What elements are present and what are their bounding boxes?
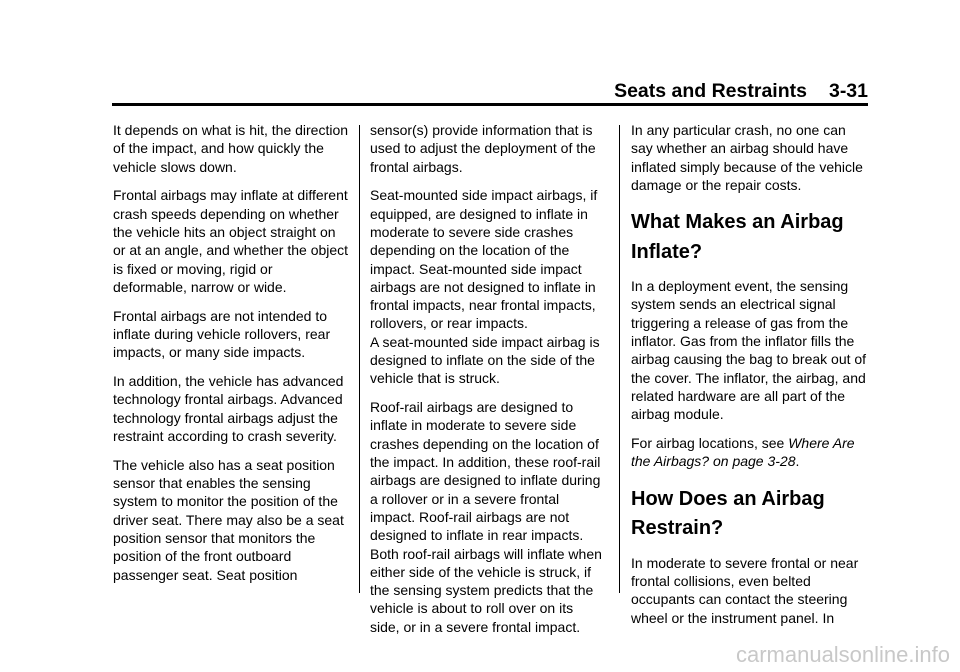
paragraph: Frontal airbags may inflate at different crash speeds depending on whether the vehicle hits an object straight on or at an angle, and whether the object is fixed or moving, rigid or deformable, narrow or wide. [113,187,349,295]
paragraph [631,434,867,471]
column-divider-1 [359,125,360,593]
column-divider-2 [619,125,620,593]
paragraph: It depends on what is hit, the direction of the impact, and how quickly the vehicle slows down. [113,122,349,175]
paragraph: sensor(s) provide information that is used to adjust the deployment of the frontal airbags. [370,122,596,175]
header-title [614,80,868,103]
page-header [112,80,868,102]
column-2 [370,121,606,647]
column-3 [631,121,867,637]
watermark: carmanualsonline.info [735,642,950,667]
paragraph: In a deployment event, the sensing system sends an electrical signal triggering a release of gas from the inflator. Gas from the inflator fills the airbag causing the bag to break out of the cover. The inflator, the airbag, and related hardware are all part of the airbag module. [631,278,867,423]
cross-reference-link[interactable]: Where Are the Airbags? on page 3-28 [631,435,855,470]
paragraph: Frontal airbags are not intended to inflate during vehicle rollovers, rear impacts, or many side impacts. [113,307,331,361]
section-heading: How Does an Airbag Restrain? [631,487,825,540]
paragraph: In moderate to severe frontal or near frontal collisions, even belted occupants can contact the steering wheel or the instrument panel. In [631,554,859,626]
paragraph: A seat-mounted side impact airbag is designed to inflate on the side of the vehicle that is struck. [370,333,600,387]
column-1 [113,121,349,594]
paragraph: In any particular crash, no one can say whether an airbag should have inflated simply because of the vehicle damage or the repair costs. [631,122,863,193]
paragraph-text: . [795,453,800,470]
paragraph-text: For airbag locations, see [631,435,789,452]
paragraph: In addition, the vehicle has advanced technology frontal airbags. Advanced technology frontal airbags adjust the restraint according to crash severity. [113,373,344,444]
section-title: Seats and Restraints [614,80,807,102]
paragraph: Seat-mounted side impact airbags, if equipped, are designed to inflate in moderate to severe side crashes depending on the location of the impact. Seat-mounted side impact airbags are not designed to inflate in frontal impacts, near frontal impacts, rollovers, or rear impacts. [370,187,598,332]
page-number: 3-31 [828,80,868,102]
paragraph: Roof-rail airbags are designed to inflate in moderate to severe side crashes depending on the location of the impact. In addition, these roof-rail airbags are designed to inflate during a rollover or in a severe frontal impact. Roof-rail airbags are not designed to inflate in rear impacts. Both roof-rail airbags will inflate when either side of the vehicle is struck, if the sensing system predicts that the vehicle is about to roll over on its side, or in a severe frontal impact. [370,399,602,635]
paragraph: The vehicle also has a seat position sensor that enables the sensing system to monitor the position of the driver seat. There may also be a seat position sensor that monitors the position of the front outboard passenger seat. Seat position [113,456,344,583]
section-heading: What Makes an Airbag Inflate? [631,211,844,263]
header-rule [112,103,868,106]
